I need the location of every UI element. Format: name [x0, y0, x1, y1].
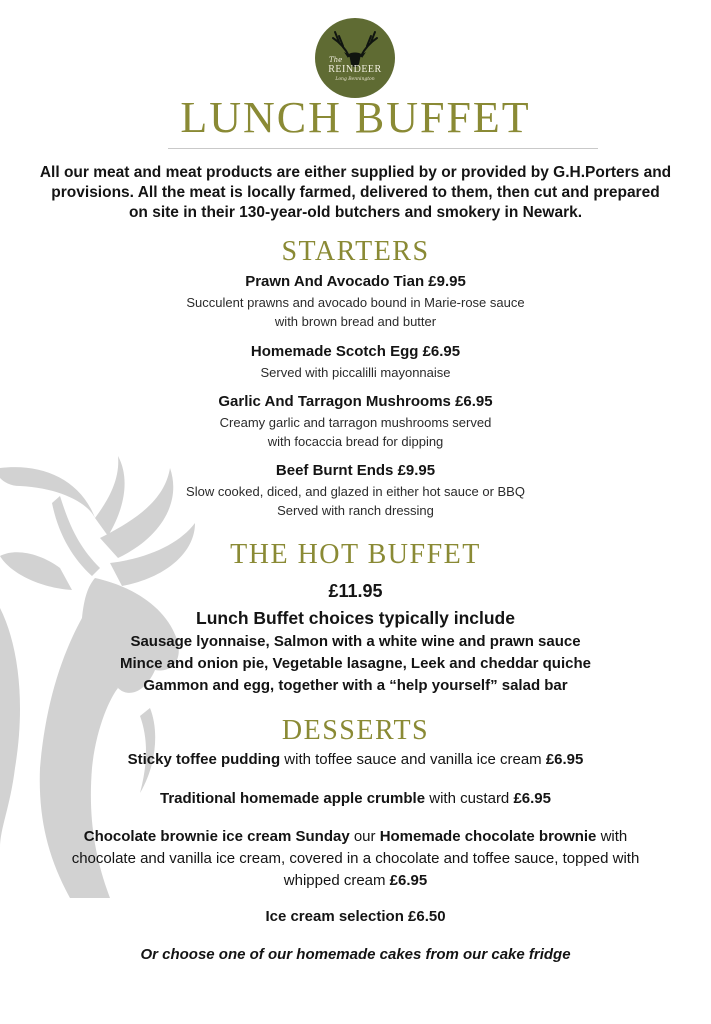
- hot-buffet-price: £11.95: [328, 581, 383, 601]
- starters-heading: STARTERS: [281, 236, 430, 267]
- starter-desc-line: Served with piccalilli mayonnaise: [260, 365, 451, 380]
- hot-buffet-line: Mince and onion pie, Vegetable lasagne, Leek and cheddar quiche: [120, 655, 591, 672]
- dessert-price: £6.95: [545, 751, 584, 768]
- dessert-desc: with: [596, 828, 628, 845]
- starter-item-name: Homemade Scotch Egg £6.95: [250, 343, 461, 360]
- dessert-ice-cream: [0, 906, 711, 928]
- starter-item-desc: [0, 482, 711, 520]
- hot-buffet-heading: THE HOT BUFFET: [230, 539, 481, 570]
- intro-line: provisions. All the meat is locally farmed, delivered to them, then cut and prepared: [51, 184, 660, 201]
- starter-item-name: Beef Burnt Ends £9.95: [275, 462, 436, 479]
- logo-prefix: The: [329, 56, 343, 64]
- dessert-name: Chocolate brownie ice cream Sunday: [83, 828, 350, 845]
- dessert-brownie-sunday: [0, 826, 711, 892]
- dessert-price: £6.95: [513, 790, 551, 807]
- reindeer-logo: [315, 18, 395, 98]
- starter-desc-line: Succulent prawns and avocado bound in Marie-rose sauce: [186, 295, 525, 310]
- intro-line: on site in their 130-year-old butchers and smokery in Newark.: [128, 204, 583, 221]
- cake-fridge-note: Or choose one of our homemade cakes from our cake fridge: [140, 946, 571, 963]
- dessert-desc: with toffee sauce and vanilla ice cream: [280, 751, 546, 768]
- hot-buffet-line: Gammon and egg, together with a “help yourself” salad bar: [143, 677, 568, 694]
- logo-name: REINDEER: [328, 64, 382, 75]
- dessert-name: Homemade chocolate brownie: [379, 828, 597, 845]
- logo-tagline: Long Bennington: [335, 77, 375, 82]
- page-title: LUNCH BUFFET: [180, 93, 531, 142]
- intro-line: All our meat and meat products are either supplied by or provided by G.H.Porters and: [39, 164, 672, 181]
- desserts-heading: DESSERTS: [281, 715, 430, 746]
- starter-desc-line: with focaccia bread for dipping: [267, 434, 444, 449]
- dessert-desc: our: [349, 828, 380, 845]
- dessert-desc: whipped cream: [283, 872, 390, 889]
- starter-item-desc: [0, 363, 711, 382]
- starter-desc-line: Served with ranch dressing: [277, 503, 434, 518]
- dessert-price: £6.95: [389, 872, 428, 889]
- intro-paragraph: [0, 163, 711, 223]
- dessert-desc: with custard: [425, 790, 514, 807]
- title-divider: [168, 148, 598, 149]
- hot-buffet-line: Sausage lyonnaise, Salmon with a white wine and prawn sauce: [130, 633, 581, 650]
- starter-item-name: Prawn And Avocado Tian £9.95: [245, 273, 466, 290]
- dessert-name: Sticky toffee pudding: [127, 751, 281, 768]
- hot-buffet-subheading: Lunch Buffet choices typically include: [196, 608, 515, 628]
- dessert-apple-crumble: [0, 788, 711, 810]
- starter-item-name: Garlic And Tarragon Mushrooms £6.95: [218, 393, 493, 410]
- dessert-name: Ice cream selection £6.50: [265, 908, 446, 925]
- starter-desc-line: Slow cooked, diced, and glazed in either hot sauce or BBQ: [186, 484, 525, 499]
- dessert-name: Traditional homemade apple crumble: [160, 790, 426, 807]
- starter-desc-line: Creamy garlic and tarragon mushrooms served: [219, 415, 492, 430]
- dessert-sticky-toffee: [0, 749, 711, 771]
- hot-buffet-choices: [0, 631, 711, 697]
- starter-desc-line: with brown bread and butter: [274, 314, 437, 329]
- dessert-desc: chocolate and vanilla ice cream, covered in a chocolate and toffee sauce, topped with: [71, 850, 640, 867]
- stag-head-icon: [315, 18, 395, 98]
- starter-item-desc: [0, 293, 711, 331]
- starter-item-desc: [0, 413, 711, 451]
